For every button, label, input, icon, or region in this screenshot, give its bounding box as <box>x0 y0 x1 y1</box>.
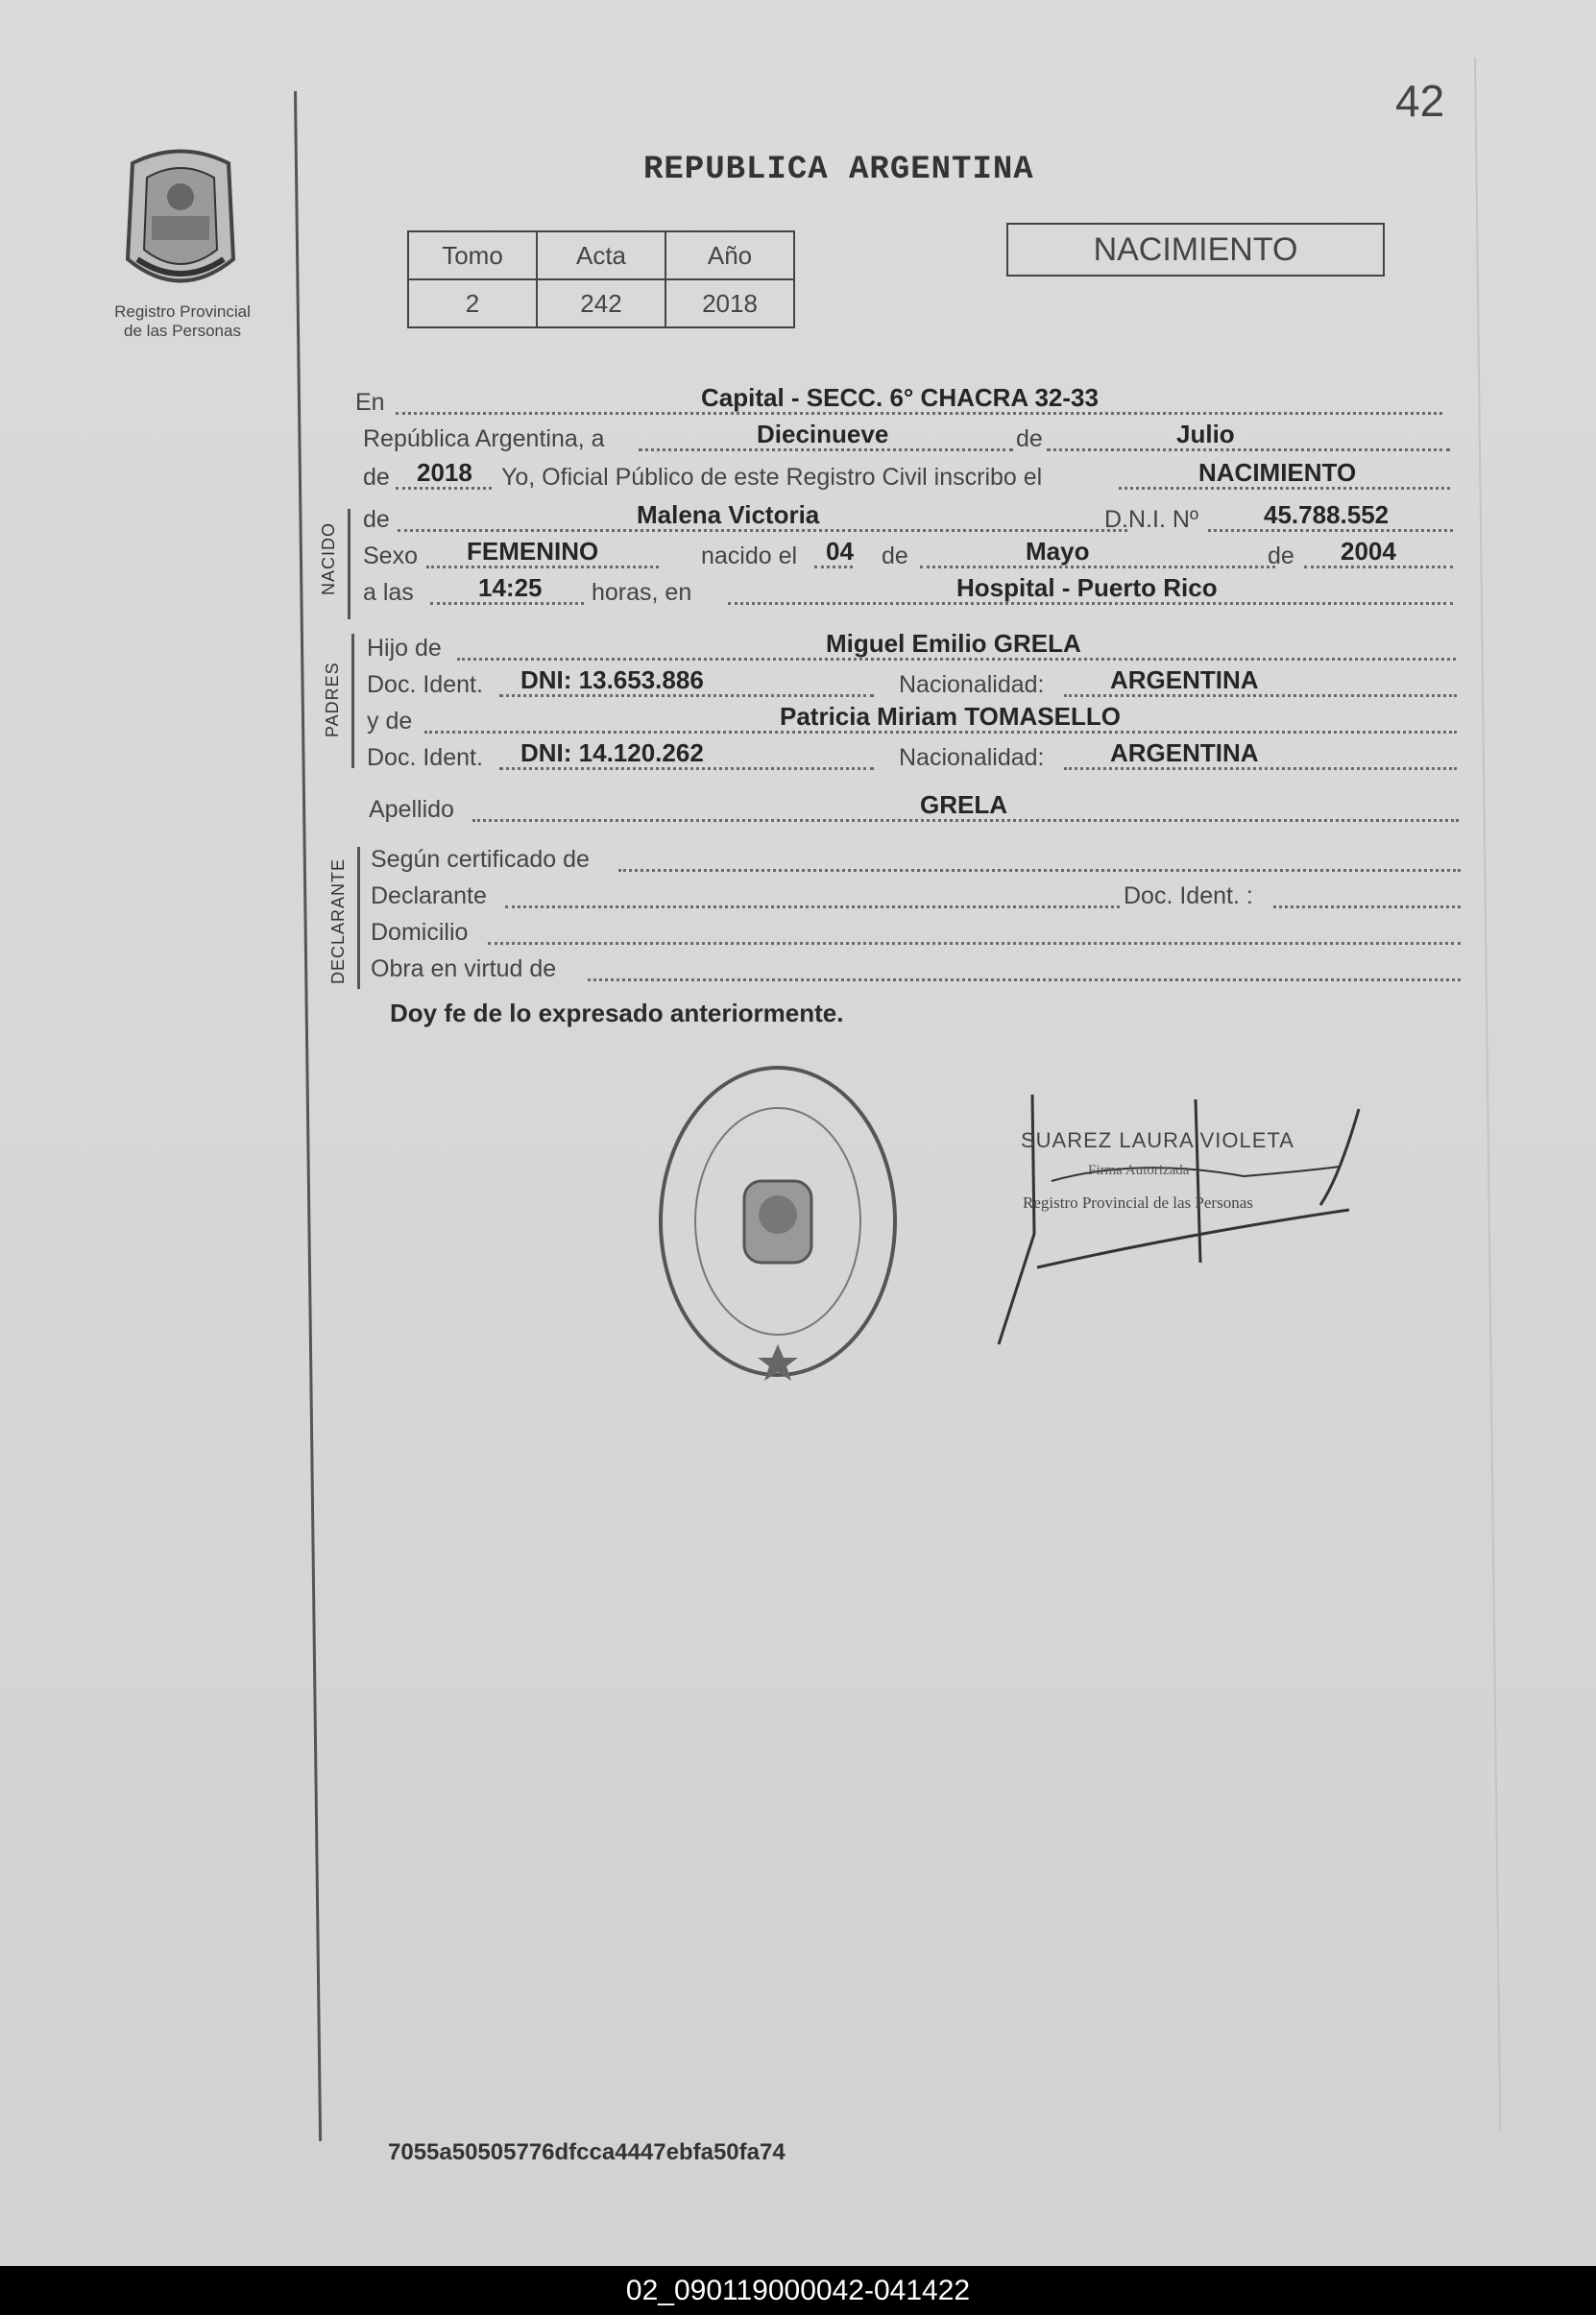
de-prefix-label: de <box>363 464 390 491</box>
de3-label: de <box>1268 543 1294 569</box>
province-seal-logo <box>113 144 248 298</box>
row-madre <box>367 701 1457 739</box>
row-apellido <box>369 789 1459 828</box>
anio-nac-value: 2004 <box>1341 537 1396 566</box>
signature-name: SUAREZ LAURA VIOLETA <box>1021 1128 1294 1152</box>
row-hora <box>363 572 1453 611</box>
en-value: Capital - SECC. 6° CHACRA 32-33 <box>701 383 1099 412</box>
domicilio-label: Domicilio <box>371 919 469 946</box>
nombre-value: Malena Victoria <box>637 500 820 529</box>
header-tomo: Tomo <box>408 231 537 279</box>
value-acta: 242 <box>537 279 665 327</box>
dia-nac-value: 04 <box>826 537 854 566</box>
sexo-value: FEMENINO <box>467 537 599 566</box>
nombre-label: de <box>363 506 390 533</box>
hora-value: 14:25 <box>478 573 543 602</box>
doy-fe-text: Doy fe de lo expresado anteriormente. <box>390 999 844 1027</box>
madre-doc-value: DNI: 14.120.262 <box>520 738 704 767</box>
apellido-label: Apellido <box>369 796 454 823</box>
dni-label: D.N.I. Nº <box>1104 506 1199 533</box>
row-padre <box>367 628 1457 666</box>
row-en <box>355 382 1450 421</box>
hijo-label: Hijo de <box>367 635 442 662</box>
signature-line3: Registro Provincial de las Personas <box>1023 1194 1253 1212</box>
declarante-side-label: DECLARANTE <box>328 857 348 984</box>
padre-nac-label: Nacionalidad: <box>899 671 1045 698</box>
nacido-label: nacido el <box>701 543 798 569</box>
logo-caption-line1: Registro Provincial <box>114 302 251 321</box>
row-padre-doc <box>367 664 1457 703</box>
official-stamp <box>653 1061 903 1383</box>
yde-label: y de <box>367 708 413 735</box>
page-number: 42 <box>1395 76 1445 126</box>
row-declarante <box>371 876 1461 914</box>
row-anio <box>355 457 1450 495</box>
docid2-label: Doc. Ident. : <box>1124 882 1253 909</box>
padre-value: Miguel Emilio GRELA <box>826 629 1081 658</box>
header-anio: Año <box>665 231 794 279</box>
row-segun <box>371 839 1461 878</box>
madre-nac-label: Nacionalidad: <box>899 744 1045 771</box>
obra-label: Obra en virtud de <box>371 955 557 982</box>
de2-label: de <box>882 543 908 569</box>
padres-bracket <box>351 634 354 768</box>
de-label: de <box>1016 425 1043 452</box>
hora-label: a las <box>363 579 414 606</box>
logo-caption <box>86 302 278 341</box>
madre-docid-label: Doc. Ident. <box>367 744 483 771</box>
row-domicilio <box>371 912 1461 951</box>
en-label: En <box>355 389 385 416</box>
mes-value: Julio <box>1176 420 1235 448</box>
lugar-value: Hospital - Puerto Rico <box>956 573 1218 602</box>
horas-label: horas, en <box>592 579 692 606</box>
row-republica <box>355 419 1450 457</box>
declarante-label: Declarante <box>371 882 487 909</box>
value-anio: 2018 <box>665 279 794 327</box>
row-sexo <box>363 536 1453 574</box>
record-table <box>407 230 795 328</box>
dni-value: 45.788.552 <box>1264 500 1390 529</box>
dia-value: Diecinueve <box>757 420 889 448</box>
madre-value: Patricia Miriam TOMASELLO <box>780 702 1121 731</box>
value-tomo: 2 <box>408 279 537 327</box>
padres-side-label: PADRES <box>323 662 342 737</box>
acto-value: NACIMIENTO <box>1198 458 1357 487</box>
nacido-bracket <box>348 509 351 619</box>
nacido-side-label: NACIDO <box>319 521 338 595</box>
padre-doc-value: DNI: 13.653.886 <box>520 665 704 694</box>
row-obra <box>371 949 1461 987</box>
padre-docid-label: Doc. Ident. <box>367 671 483 698</box>
republica-label: República Argentina, a <box>363 425 605 452</box>
oficial-text: Yo, Oficial Público de este Registro Civil inscribo el <box>501 464 1043 491</box>
right-margin-line <box>1474 58 1501 2132</box>
segun-label: Según certificado de <box>371 846 590 873</box>
sexo-label: Sexo <box>363 543 418 569</box>
declarante-bracket <box>357 847 360 989</box>
country-title: REPUBLICA ARGENTINA <box>643 152 1034 188</box>
footer-id-bar: 02_090119000042-041422 <box>0 2266 1596 2315</box>
header-acta: Acta <box>537 231 665 279</box>
padre-nac-value: ARGENTINA <box>1110 665 1259 694</box>
madre-nac-value: ARGENTINA <box>1110 738 1259 767</box>
apellido-value: GRELA <box>920 790 1007 819</box>
record-type-box: NACIMIENTO <box>1006 223 1385 277</box>
mes-nac-value: Mayo <box>1026 537 1090 566</box>
row-madre-doc <box>367 737 1457 776</box>
document-hash: 7055a50505776dfcca4447ebfa50fa74 <box>388 2139 786 2165</box>
row-nombre <box>363 499 1453 538</box>
signature-block <box>994 1090 1378 1359</box>
left-margin-line <box>294 91 322 2141</box>
anio-value: 2018 <box>417 458 472 487</box>
logo-caption-line2: de las Personas <box>124 322 241 340</box>
signature-line2: Firma Autorizada <box>1088 1163 1190 1178</box>
